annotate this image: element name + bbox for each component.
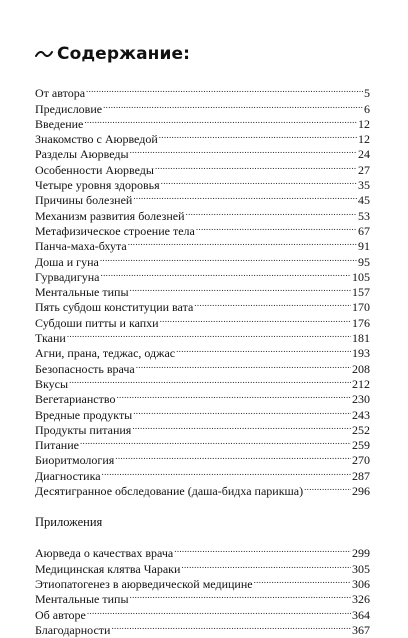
toc-entry-page-number: 35 [358, 178, 370, 193]
dot-leader [80, 434, 351, 449]
toc-entry-title: От автора [35, 86, 86, 101]
toc-entry-page-number: 181 [352, 331, 370, 346]
toc-entry-page-number: 12 [358, 132, 370, 147]
appendix-heading: Приложения [35, 515, 103, 530]
toc-entry-page-number: 45 [358, 193, 370, 208]
dot-leader [196, 220, 357, 235]
dot-leader [130, 281, 351, 296]
dot-leader [194, 296, 351, 311]
dot-leader [84, 113, 357, 128]
toc-entry-page-number: 193 [352, 346, 370, 361]
dot-leader [181, 557, 351, 572]
dot-leader [101, 266, 351, 281]
dot-leader [103, 97, 363, 112]
dot-leader [186, 204, 357, 219]
toc-entry-page-number: 170 [352, 300, 370, 315]
toc-entry [35, 82, 370, 101]
toc-entry-title: Метафизическое строение тела [35, 223, 195, 238]
toc-entry-title: Знакомство с Аюрведой [35, 132, 158, 147]
toc-entry-page-number: 67 [358, 223, 370, 238]
toc-entry-page-number: 243 [352, 407, 370, 422]
toc-entry-title: Биоритмология [35, 453, 115, 468]
dot-leader [161, 174, 357, 189]
toc-entry-page-number: 287 [352, 468, 370, 483]
dot-leader [160, 311, 351, 326]
toc-entry-page-number: 157 [352, 285, 370, 300]
appendix-entry-page-number: 305 [352, 561, 370, 576]
toc-entry-page-number: 91 [358, 239, 370, 254]
tilde-ornament-icon [35, 49, 53, 59]
appendix-entry-page-number: 364 [352, 607, 370, 622]
toc-entry [35, 449, 370, 468]
dot-leader [176, 342, 351, 357]
toc-entry-title: Разделы Аюрведы [35, 147, 129, 162]
toc-entry-title: Четыре уровня здоровья [35, 178, 160, 193]
toc-entry-page-number: 24 [358, 147, 370, 162]
appendix-entry-title: Ментальные типы [35, 592, 129, 607]
appendix-entry-page-number: 326 [352, 592, 370, 607]
toc-entry-title: Предисловие [35, 101, 103, 116]
toc-entry-page-number: 5 [364, 86, 370, 101]
toc-entry [35, 97, 370, 116]
toc-list [35, 82, 370, 499]
toc-entry-page-number: 27 [358, 162, 370, 177]
appendix-entry-title: Об авторе [35, 607, 86, 622]
toc-entry-page-number: 259 [352, 438, 370, 453]
toc-page [35, 44, 370, 637]
toc-entry [35, 434, 370, 453]
dot-leader [86, 82, 363, 97]
dot-leader [304, 480, 351, 495]
appendix-list [35, 542, 370, 637]
toc-entry-page-number: 53 [358, 208, 370, 223]
dot-leader [69, 373, 351, 388]
appendix-entry-title: Аюрведа о качествах врача [35, 546, 174, 561]
toc-entry-title: Механизм развития болезней [35, 208, 185, 223]
toc-entry-page-number: 12 [358, 116, 370, 131]
dot-leader [128, 235, 357, 250]
toc-entry-title: Гурвадигуна [35, 269, 100, 284]
toc-entry-title: Пять субдош конституции вата [35, 300, 194, 315]
toc-entry-page-number: 105 [352, 269, 370, 284]
toc-entry-title: Безопасность врача [35, 361, 135, 376]
toc-entry-title: Причины болезней [35, 193, 133, 208]
toc-entry-title: Особенности Аюрведы [35, 162, 154, 177]
appendix-entry-page-number: 306 [352, 576, 370, 591]
dot-leader [100, 250, 357, 265]
toc-entry-page-number: 270 [352, 453, 370, 468]
toc-entry-page-number: 176 [352, 315, 370, 330]
dot-leader [136, 357, 351, 372]
toc-entry-page-number: 6 [364, 101, 370, 116]
toc-entry-title: Диагностика [35, 468, 101, 483]
appendix-entry-title: Этиопатогенез в аюрведической медицине [35, 576, 253, 591]
dot-leader [174, 542, 351, 557]
toc-entry-page-number: 230 [352, 392, 370, 407]
appendix-entry-title: Благодарности [35, 622, 111, 637]
toc-entry-title: Продукты питания [35, 422, 132, 437]
toc-entry-title: Вегетарианство [35, 392, 116, 407]
toc-entry [35, 342, 370, 361]
toc-entry-title: Введение [35, 116, 84, 131]
toc-entry [35, 327, 370, 346]
dot-leader [254, 573, 351, 588]
toc-entry-title: Вредные продукты [35, 407, 133, 422]
toc-entry [35, 113, 370, 131]
dot-leader [155, 158, 357, 173]
toc-entry-title: Вкусы [35, 376, 69, 391]
toc-entry-page-number: 208 [352, 361, 370, 376]
toc-entry-title: Доша и гуна [35, 254, 99, 269]
contents-heading [35, 44, 370, 64]
page-title: Содержание: [57, 44, 191, 64]
toc-entry-title: Десятигранное обследование (даша-бидха парикша) [35, 484, 304, 499]
dot-leader [133, 403, 351, 418]
toc-entry-page-number: 212 [352, 376, 370, 391]
appendix-entry-page-number: 367 [352, 622, 370, 637]
dot-leader [116, 388, 351, 403]
appendix-entry-page-number: 299 [352, 546, 370, 561]
toc-entry-title: Агни, прана, теджас, оджас [35, 346, 176, 361]
toc-entry-title: Панча-маха-бхута [35, 239, 127, 254]
dot-leader [102, 464, 351, 479]
dot-leader [67, 327, 351, 342]
dot-leader [130, 588, 351, 603]
appendix-entry-title: Медицинская клятва Чараки [35, 561, 181, 576]
toc-entry-page-number: 296 [352, 484, 370, 499]
dot-leader [132, 419, 351, 434]
toc-entry [35, 128, 370, 147]
toc-entry-title: Питание [35, 438, 79, 453]
toc-entry-page-number: 252 [352, 422, 370, 437]
dot-leader [159, 128, 357, 143]
toc-entry-title: Ткани [35, 331, 66, 346]
toc-entry-title: Субдоши питты и капхи [35, 315, 159, 330]
dot-leader [115, 449, 351, 464]
toc-entry-title: Ментальные типы [35, 285, 129, 300]
appendix-entry [35, 542, 370, 561]
dot-leader [111, 619, 351, 634]
toc-entry [35, 388, 370, 407]
dot-leader [130, 143, 357, 158]
dot-leader [133, 189, 357, 204]
toc-entry-page-number: 95 [358, 254, 370, 269]
toc-entry [35, 373, 370, 391]
dot-leader [87, 603, 351, 618]
